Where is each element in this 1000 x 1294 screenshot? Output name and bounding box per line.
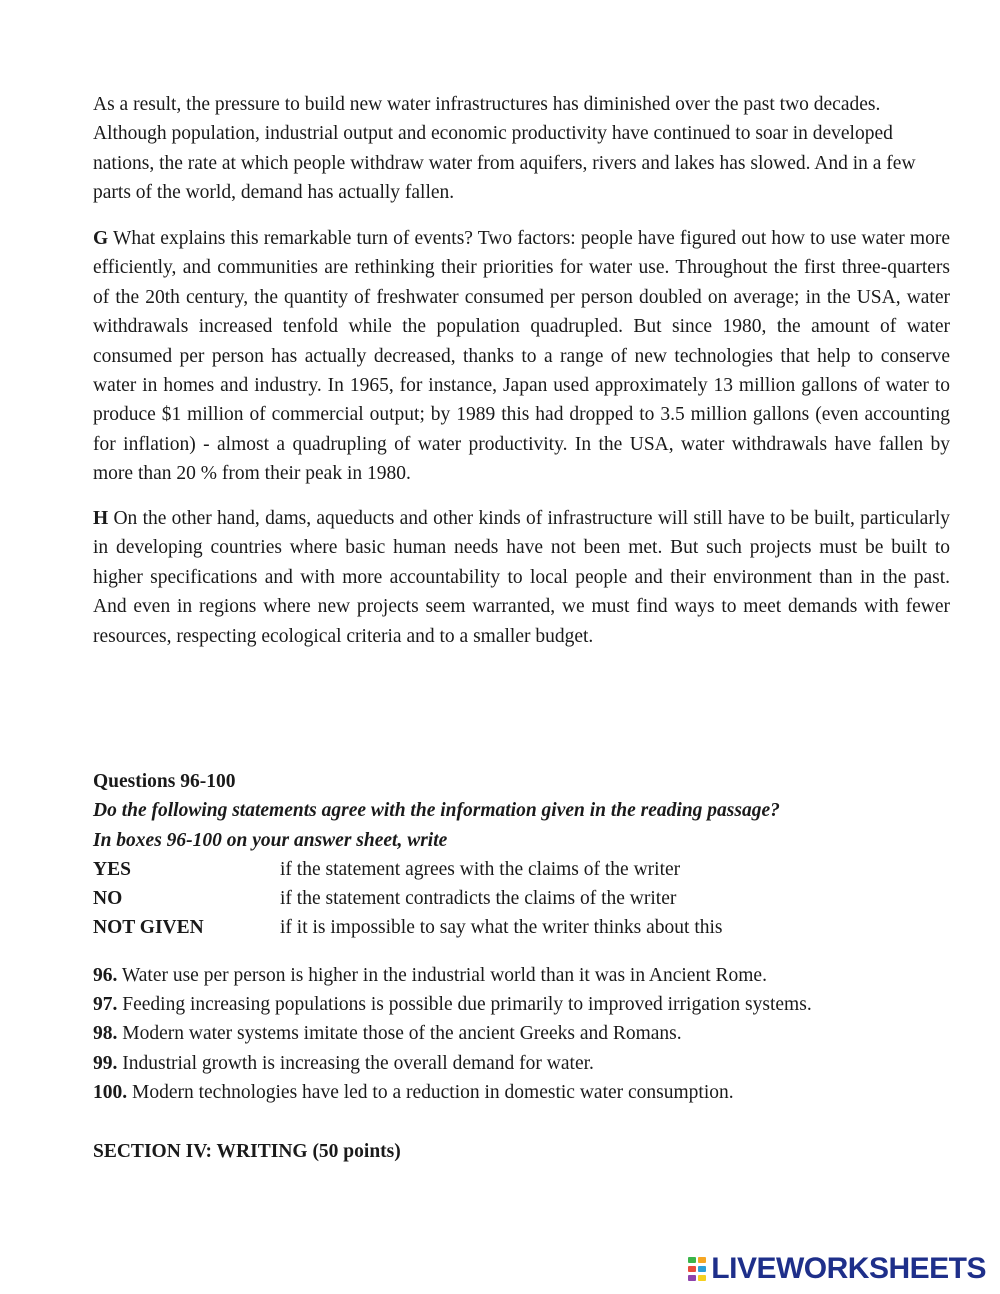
answer-key-label: NO xyxy=(93,888,123,909)
paragraph-letter: G xyxy=(93,228,109,249)
question-text: Modern water systems imitate those of the ancient Greeks and Romans. xyxy=(117,1023,682,1044)
answer-key-description: if it is impossible to say what the writer thinks about this xyxy=(280,917,723,938)
question-item xyxy=(93,1049,594,1078)
instruction-line-1: Do the following statements agree with the information given in the reading passage? xyxy=(93,800,780,821)
question-item xyxy=(93,1078,734,1107)
paragraph-text: On the other hand, dams, aqueducts and other kinds of infrastructure will still have to be built, particularly in developing countries where basic human needs have not been met. But such projects must be built to higher specifications and with more accountability to local people and their environment than in the past. And even in regions where new projects seem warranted, we must find ways to meet demands with fewer resources, respecting ecological criteria and to a smaller budget. xyxy=(93,508,950,647)
paragraph-g xyxy=(93,224,950,489)
question-number: 100. xyxy=(93,1082,128,1103)
question-text: Water use per person is higher in the industrial world than it was in Ancient Rome. xyxy=(117,965,767,986)
paragraph-h xyxy=(93,504,950,651)
paragraph-text: What explains this remarkable turn of events? Two factors: people have figured out how to use water more efficiently, and communities are rethinking their priorities for water use. Throughout the first three-quarters of the 20th century, the quantity of freshwater consumed per person doubled on average; in the USA, water withdrawals increased tenfold while the population quadrupled. But since 1980, the amount of water consumed per person has actually decreased, thanks to a range of new technologies that help to conserve water in homes and industry. In 1965, for instance, Japan used approximately 13 million gallons of water to produce $1 million of commercial output; by 1989 this had dropped to 3.5 million gallons (even accounting for inflation) - almost a quadrupling of water productivity. In the USA, water withdrawals have fallen by more than 20 % from their peak in 1980. xyxy=(93,228,950,485)
paragraph-f-continued: As a result, the pressure to build new water infrastructures has diminished over the past two decades. Although population, industrial output and economic productivity have continued to soar in developed nations, the rate at which people withdraw water from aquifers, rivers and lakes has slowed. And in a few parts of the world, demand has actually fallen. xyxy=(93,94,916,204)
answer-key-description: if the statement agrees with the claims of the writer xyxy=(280,859,681,880)
liveworksheets-logo xyxy=(688,1251,986,1287)
logo-text: LIVEWORKSHEETS xyxy=(711,1252,986,1285)
answer-key-label: NOT GIVEN xyxy=(93,917,204,938)
instruction-line-2: In boxes 96-100 on your answer sheet, write xyxy=(93,830,448,851)
question-text: Modern technologies have led to a reduction in domestic water consumption. xyxy=(127,1082,734,1103)
question-text: Industrial growth is increasing the overall demand for water. xyxy=(117,1053,594,1074)
question-item xyxy=(93,1019,682,1048)
question-text: Feeding increasing populations is possible due primarily to improved irrigation systems. xyxy=(117,994,812,1015)
question-number: 99. xyxy=(93,1053,118,1074)
question-number: 98. xyxy=(93,1023,118,1044)
paragraph-letter: H xyxy=(93,508,109,529)
question-item xyxy=(93,961,767,990)
liveworksheets-logo-icon xyxy=(688,1256,708,1282)
question-number: 96. xyxy=(93,965,118,986)
questions-heading: Questions 96-100 xyxy=(93,771,236,792)
answer-key-label: YES xyxy=(93,859,131,880)
section-title: SECTION IV: WRITING (50 points) xyxy=(93,1141,401,1162)
question-item xyxy=(93,990,812,1019)
question-number: 97. xyxy=(93,994,118,1015)
answer-key-description: if the statement contradicts the claims of the writer xyxy=(280,888,677,909)
